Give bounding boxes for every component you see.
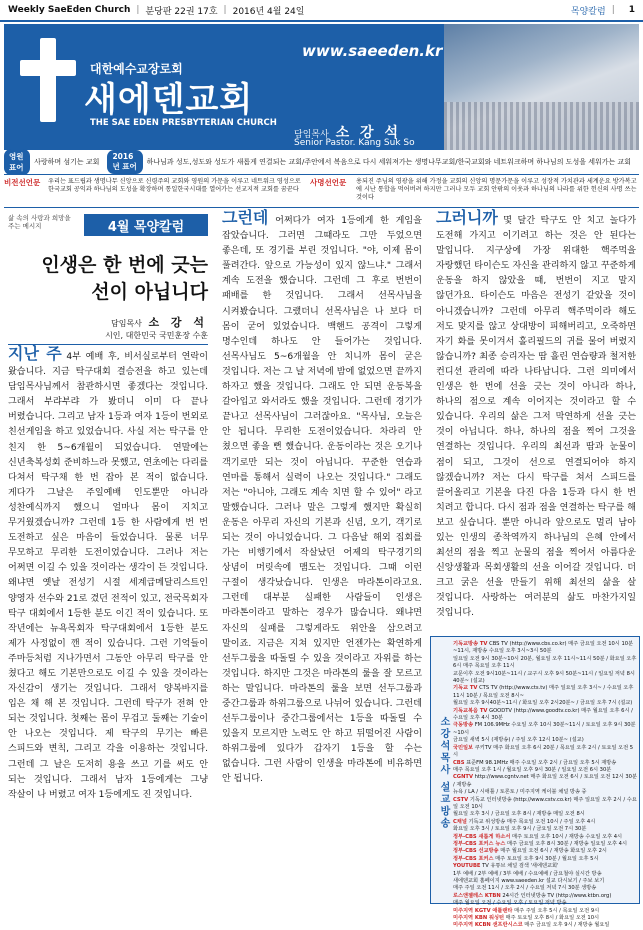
headline-line-2: 선이 아닙니다: [91, 281, 208, 303]
broadcast-time: 표준FM 98.1MHz 매주 수요일 오후 2시 / 금요일 오후 5시 재방송: [466, 759, 617, 766]
publication-name: Weekly SaeEden Church: [8, 5, 131, 15]
article-column-2: [222, 210, 422, 902]
column-title: 4월 목양칼럼: [84, 214, 208, 236]
broadcast-time: 쿠키TV 매주 화요일 오후 6시 20분 / 목요일 오후 2시 / 토요일 오전 5시: [453, 744, 634, 759]
broadcast-channel: 정부-CBS 선교방송: [453, 848, 499, 855]
headline-line-1: 인생은 한 번에 긋는: [41, 254, 208, 276]
pastor-name: 소 강 석: [335, 125, 401, 141]
vision-text: 우리는 표드립과 생명나무 신앙으로 신령주의 교회와 영원의 가문을 이루고 네트워크 영성으로 한국교회 공익과 하나님의 도성을 확장하며 통일한국시대를 열어가는 선교지적 교회를 꿈꾼다: [48, 178, 301, 193]
broadcast-line: [453, 908, 637, 915]
broadcast-time: GOODTV (http://www.goodtv.co.kr) 매주 월요일 오후 6시 / 수요일 오후 4시 30분: [453, 707, 633, 722]
motto-tag-year: 2016년 표어: [107, 150, 142, 174]
broadcast-line: [453, 885, 637, 892]
broadcast-time: TV 유튜브 채널 검색 '새에덴교회': [482, 863, 559, 870]
divider: |: [136, 5, 140, 15]
broadcast-line: [453, 708, 637, 723]
broadcast-time: 24시간 인터넷방송 TV (http://www.ktbn.org): [502, 892, 612, 899]
broadcast-channel: 미주지역 KCBN 샌프란시스코: [453, 922, 523, 929]
broadcast-channel: 정부-CBS 포커스 뉴스: [453, 840, 506, 847]
page-number: 1: [628, 5, 635, 15]
broadcast-time: 매주 금요일 오후 8시 30분 / 재방송 일요일 오후 4시: [507, 840, 627, 847]
paragraph-3: 몇 달간 탁구도 안 치고 놀다가 도전해 가지고 이기려고 하는 것은 안 된다는 말입니다. 지구상에 가장 위대한 핵주먹을 자랑했던 타이슨도 자신을 관리하지 않고 꾸준하게 운동을 하지 않았을 때, 번번이 지고 말지 않던가요. 타이슨도 마음은 전성기 같았을 것이 아니겠습니까? 그런데 아무리 핵주먹이라 해도 저도 맞지를 않고 상대방이 피해버리고, 오죽하면 자기 화를 못이겨서 홀리필드의 귀를 물어 버렸지 않습니까? 최종 승리자는 땀 흘린 연습량과 철저한 컨디션 관리에 따라 나타납니다. 그런 의미에서 인생은 한 번에 선을 긋는 것이 아니라 하나, 하나의 점으로 계속 이어지는 것이라고 할 수 있습니다. 우리의 삶은 그저 막연하게 선을 긋는 것이 아닙니다. 하나, 하나의 점을 찍어 그것을 연결하는 것입니다. 우리의 최선과 땀과 눈물이 점이 되고, 그것이 선으로 연결되어야 하지 않겠습니까? 저는 다시 탁구를 쳐서 스피드를 끌어올리고 기본을 다진 다음 1등과 다시 한 번 치려고 합니다. 다시 점과 점을 연결하는 탁구를 해 보고 싶습니다. 뿐만 아니라 앞으로도 멀리 남아 있는 인생의 종착역까지 하나님의 은혜 안에서 최선의 점을 찍고 눈물의 점을 찍어서 아름다운 신앙생활과 목회생활의 선을 이어갈 것입니다. 더 크고 굵은 선을 만들기 위해 최선의 삶을 살 것입니다. 사랑하는 여러분의 삶도 마찬가지일 것입니다.: [436, 216, 636, 619]
broadcast-lines: [453, 641, 637, 930]
broadcast-line: [453, 826, 637, 833]
broadcast-time: 매주 월요일 오전 / 수요일 오후 / 토요일 저녁 방송: [453, 900, 567, 907]
divider: |: [611, 5, 615, 15]
broadcast-time: 월요일 오후 9시40분~11시 / 화요일 오후 2시20분~ / 금요일 오후 7시 (설교): [453, 700, 633, 707]
lead-word-1: 지난 주: [8, 344, 62, 363]
broadcast-channel: YOUTUBE: [453, 863, 481, 870]
broadcast-time: 매주 목요일 오후 1시 / 월요일 오후 9시 30분 / 일요일 오전 6시 30분: [453, 766, 612, 773]
pastor-english: Senior Pastor. Kang Suk So: [294, 138, 415, 148]
broadcast-time: 매주 주일 오후 5시 / 목요일 오전 9시: [514, 907, 600, 914]
broadcast-time: 기독교 인터넷방송 (http://www.cstv.co.kr) 매주 일요일 오후 2시 / 수요일 오전 10시: [453, 796, 637, 810]
broadcast-line: [453, 760, 637, 767]
mission-label: 사명선언문: [310, 178, 347, 187]
broadcast-line: [453, 797, 637, 812]
broadcast-line: [453, 811, 637, 818]
broadcast-time: 매주 토요일 오후 10시 / 재방송 수요일 오후 4시: [512, 833, 623, 840]
paragraph-2: 어쩌다가 여자 1등에게 한 게임을 잡았습니다. 그러면 그때라도 그만 두었으면 좋은데, 또 경기를 부린 것입니다. "야, 이제 몸이 풀려간다. 앞으로 가능성이 있지 않느냐." 그래서 계속 도전을 했습니다. 그런데 그 후로 번번이 패배를 한 것입니다. 그래서 선목사님을 시켜봤습니다. 그랬더니 선목사님은 나 보다 더 몸이 굳어 있었습니다. 백핸드 공격이 그렇게 명수인데 하나도 안 들어가는 것입니다. 선목사님도 5~6개월을 안 치니까 몸이 굳은 것입니다. 저는 그 날 저녁에 밤에 없었으면 끝까지 하자고 했을 것입니다. 그래도 안 되면 운동복을 갈아입고 와서라도 했을 것입니다. 그런데 경기가 끝나고 선목사님이 그러잖아요. "목사님, 오늘은 안 됩니다. 무리한 도전이었습니다. 차라리 안 쳤으면 좋을 뻔 했습니다. 운동이라는 것은 오기나 객기로만 되는 것이 아닙니다. 꾸준한 연습과 연마를 통해서 실력이 나오는 것입니다." 그래도 저는 "아니야, 그래도 계속 치면 할 수 있어" 라고 말했습니다. 그러나 말은 그렇게 했지만 확실히 운동은 아무리 자신의 기본과 신념, 오기, 객기로 되는 것이 아니었습니다. 그 다음날 해외 집회를 가는 비행기에서 작살났던 어제의 탁구경기의 상념이 머릿속에 맴도는 것입니다. 그때 이런 구절이 생각났습니다. 인생은 마라톤이라고요. 그런데 대부분 실패한 사람들이 인생은 마라톤이라고 말하는 경우가 많습니다. 왜냐면 자신의 실패를 그렇게라도 위안을 삼으려고 말이죠. 지금은 지쳐 있지만 언젠가는 확연하게 선두그룹을 따돌릴 수 있을 것이라고 자위를 하는 것입니다. 하지만 그것은 마라톤의 룰을 잘 모르고 하는 말입니다. 마라톤의 룰을 보면 선두그룹과 중간그룹과 하위그룹으로 나뉘어 있습니다. 그런데 선두그룹이나 중간그룹에서는 1등을 따돌릴 수 있을지 모르지만 노력도 안 하고 뒤떨어진 사람이 하위그룹에 있다가 갑자기 1등을 할 수는 없습니다. 그런 사람이 인생을 마라톤에 비유하면 안 됩니다.: [222, 216, 422, 785]
broadcast-time: http://www.cgntv.net 매주 화요일 오전 6시 / 토요일 오전 12시 30분 / 재방송: [453, 774, 637, 788]
broadcast-schedule-box: [430, 636, 640, 929]
broadcast-time: CBS TV (http://www.cbs.co.kr) 매주 금요일 오전 10시 10분~11시, 재방송 수요일 오후 3시~3시 50분: [453, 641, 634, 655]
broadcast-line: [453, 737, 637, 744]
issue-date: 2016년 4월 24일: [232, 6, 305, 17]
broadcast-time: CTS TV (http://www.cts.tv) 매주 일요일 오후 3시~ / 수요일 오후 11시 10분 / 목요일 오전 8시~: [453, 685, 634, 699]
broadcast-line: [453, 745, 637, 760]
broadcast-channel: CSTV: [453, 796, 469, 803]
broadcast-channel: 정부-CBS 포커스: [453, 855, 494, 862]
author-name: 소 강 석: [148, 316, 208, 329]
broadcast-line: [453, 774, 637, 789]
broadcast-time: 일요일 오전 9시 30분~10시 20분, 월요일 오후 11시~11시 50분 / 화요일 오후 6시 매주 목요일 오후 11시: [453, 655, 637, 670]
motto-text-year: 하나님과 성도,성도와 성도가 새롭게 연결되는 교회/주안에서 복음으로 다시 세워져가는 생명나무교회/한국교회와 네트워크하며 하나님의 도성을 세워가는 교회: [146, 158, 631, 166]
broadcast-channel: 기독교방송 TV: [453, 641, 488, 647]
broadcast-time: FM 106.9MHz 수요일 오후 10시 30분~11시 / 토요일 오후 9시 30분~10시: [453, 722, 636, 736]
lead-word-3: 그러니까: [436, 208, 498, 227]
broadcast-channel: 국민일보: [453, 744, 474, 751]
vision-mission-block: [4, 174, 639, 208]
issue-number: 분당판 22권 17호: [145, 6, 218, 17]
cross-logo-icon: [20, 38, 76, 122]
broadcast-time: 뉴욕 / LA / 시애틀 / 토론토 / 미주지역 케이블 채널 방송 중: [453, 789, 587, 796]
broadcast-line: [453, 671, 637, 686]
pastor-label: 담임목사: [294, 130, 329, 140]
church-name: 새에덴교회: [84, 80, 254, 120]
divider: |: [223, 5, 227, 15]
broadcast-time: 기독교 위성방송 매주 목요일 오전 10시 / 주일 오후 4시: [468, 818, 596, 825]
congregation-photo: [444, 24, 639, 150]
broadcast-channel: 극동방송: [453, 722, 474, 729]
broadcast-line: [453, 834, 637, 841]
author-label: 담임목사: [110, 319, 142, 328]
broadcast-time: 매주 주일 오전 11시 / 오후 2시 / 수요일 저녁 7시 30분 생방송: [453, 885, 597, 892]
column-mini-label: 삶 속의 사랑과 희망을 주는 메시지: [8, 214, 71, 230]
broadcast-line: [453, 900, 637, 907]
vision-label: 비전선언문: [4, 178, 41, 187]
broadcast-line: [453, 722, 637, 737]
lead-word-2: 그런데: [222, 208, 269, 227]
broadcast-channel: 로스앤젤레스 KTBN: [453, 892, 501, 899]
motto-bar: [4, 154, 639, 170]
broadcast-channel: 기독교 TV: [453, 685, 478, 692]
broadcast-time: 화요일 오후 3시 / 토요일 오후 9시 / 금요일 오전 7시 30분: [453, 826, 587, 833]
author-subtitle: 시인, 대한민국 국민훈장 수훈: [105, 331, 208, 340]
broadcast-line: [453, 871, 637, 878]
broadcast-side-label: 소강석목사 설교방송: [438, 716, 449, 830]
broadcast-time: 매주 월요일 오전 6시 / 재방송 화요일 오후 2시: [500, 848, 607, 855]
broadcast-time: 매주 토요일 오후 8시 / 화요일 오전 10시: [505, 915, 600, 922]
broadcast-time: 새에덴교회 홈페이지 www.saeeden.kr 설교 다시보기 / 주보 보기: [453, 878, 605, 884]
article-column-1: [8, 346, 208, 902]
broadcast-line: [453, 656, 637, 671]
broadcast-channel: 기독교복음 TV: [453, 707, 488, 714]
column-header: [8, 214, 208, 238]
broadcast-time: 금요일 새벽 5시 (재방송) / 주일 오후 12시 10분~ (설교): [453, 737, 584, 744]
broadcast-time: 교문이후 오전 9시10분~11시 / 교구시 오후 9시 50분~11시 / 일요일 저녁 8시 40분~ (설교): [453, 670, 635, 685]
broadcast-line: [453, 700, 637, 707]
broadcast-channel: CBS: [453, 759, 465, 766]
motto-text-eternal: 사랑하며 섬기는 교회: [34, 158, 100, 166]
broadcast-channel: 정부-CBS 새롭게 하소서: [453, 833, 511, 840]
broadcast-line: [453, 685, 637, 700]
broadcast-time: 매주 금요일 오후 9시 / 재방송 월요일: [524, 922, 610, 929]
article-headline: [8, 252, 208, 306]
denomination-label: 대한예수교장로회: [90, 62, 183, 76]
article-column-3: [436, 210, 636, 630]
masthead-banner: [4, 24, 639, 150]
top-strip: [0, 0, 643, 22]
broadcast-line: [453, 848, 637, 855]
church-name-english: THE SAE EDEN PRESBYTERIAN CHURCH: [90, 118, 277, 128]
broadcast-channel: 미주지역 KBN 워싱턴: [453, 915, 505, 922]
broadcast-line: [453, 863, 637, 870]
broadcast-time: 월요일 오후 3시 / 금요일 오후 8시 / 재방송 매일 오전 8시: [453, 811, 585, 818]
author-line: [8, 314, 208, 330]
broadcast-line: [453, 641, 637, 656]
broadcast-time: 매주 토요일 오후 9시 30분 / 월요일 오후 5시: [495, 855, 599, 862]
broadcast-time: 1부 예배 / 2부 예배 / 3부 예배 / 수요예배 / 금요철야 실시간 방송: [453, 870, 602, 877]
broadcast-line: [453, 922, 637, 929]
broadcast-channel: C채널: [453, 818, 467, 825]
broadcast-channel: 미주지역 KGTV 애틀랜타: [453, 907, 513, 914]
mission-text: 용되진 주님의 영광을 위해 가정을 교회의 신앙의 명문가문을 이루고 성장적 가치관과 세계운요 방가복고에 시난 통합을 먹어버려 하지만 그러나 모두 교회 안팎의 이웃과 하나님의 나라를 위한 헌신의 사명 쓰는 것이다: [356, 178, 637, 201]
broadcast-channel: CGNTV: [453, 774, 473, 781]
broadcast-line: [453, 789, 637, 796]
motto-tag-eternal: 영원표어: [4, 149, 30, 175]
section-name: 목양칼럼: [570, 6, 606, 17]
paragraph-1: 4부 예배 후, 비서실로부터 연락이 왔습니다. 지금 탁구대회 결승전을 하고 있는데 담임목사님께서 참관하시면 좋겠다는 것입니다. 그래서 부랴부랴 가 봤더니 이미 다 끝나 버렸습니다. 그리고 남자 1등과 여자 1등이 번외로 친선게임을 하고 있었습니다. 사실 저는 탁구를 안 친지 한 5~6개월이 되었습니다. 연말에는 신년축복성회 준비하느라 못했고, 연초에는 다리를 다쳐서 탁구채 한 번 잡아 본 적이 없습니다. 게다가 그날은 주일예배 인도뿐만 아니라 성찬예식까지 했으니 얼마나 몸이 지치고 무거웠겠습니까? 그런데 1등 한 사람에게 번 번 도전하고 싶은 마음이 들었습니다. 물론 너무 무모하고 무리한 도전이었습니다. 그러나 저는 어쩌면 이길 수 있을 것이라는 생각이 든 것입니다. 왜냐면 옛날 전성기 시절 세계급메달리스트인 양영자 선수와 21로 겼던 전적이 있고, 전국목회자 탁구 대회에서 1등한 분도 이긴 적이 있습니다. 또 작년에는 뉴욕목회자 탁구대회에서 1등한 분도 제가 사정없이 깬 적이 있습니다. 그런 기억들이 주마등처럼 지나가면서 그동안 아무리 탁구를 안 쳤다고 해도 기본만으로도 이길 수 있을 것이라는 자신감이 생기는 것입니다. 그래서 양복바지를 입은 채 해 본 것입니다. 그런데 탁구가 전혀 안 되는 것입니다. 첫째는 몸이 무겁고 둘째는 기술이 안 나오는 것입니다. 제 탁구의 무기는 빠른 스피드와 변칙, 그리고 각을 이용하는 것입니다. 그런데 그 날은 도저히 용을 쓰고 기를 써도 안 되는 것입니다. 그래서 남자 1등에게는 그냥 작살이 나 버렸고 여자 1등에게도 진 것입니다.: [8, 352, 208, 800]
church-url[interactable]: www.saeeden.kr: [302, 42, 443, 60]
